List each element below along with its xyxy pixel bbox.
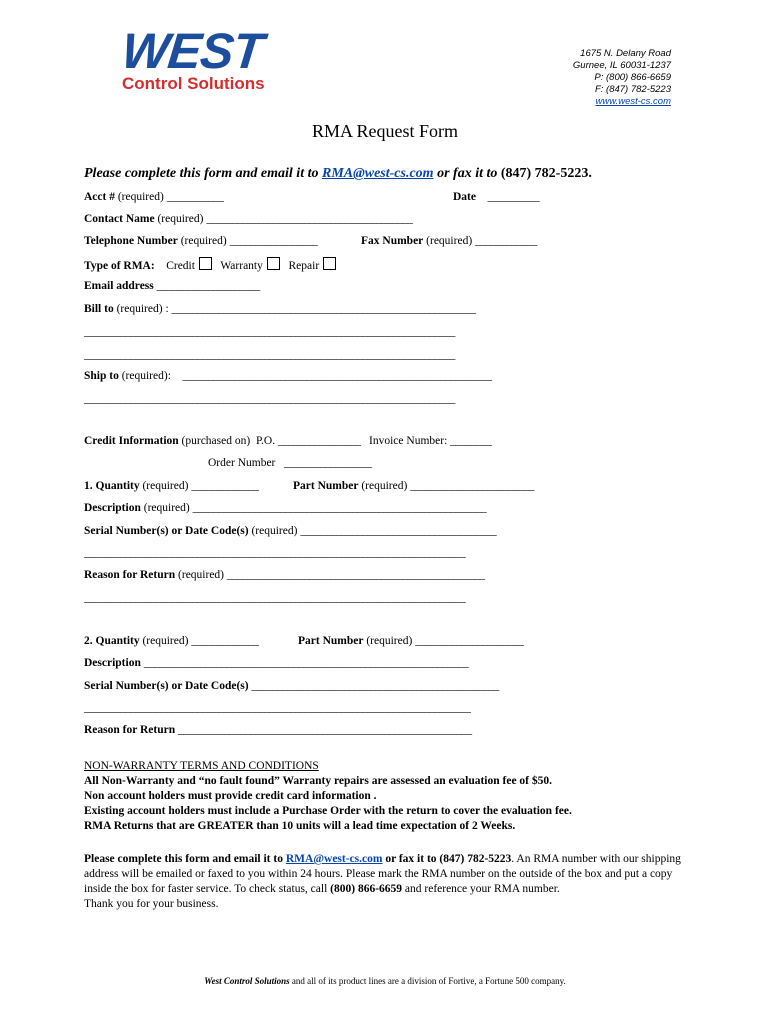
item1-quantity-field[interactable]: _____________ (191, 480, 259, 492)
item1-description-label: Description (84, 502, 141, 514)
invoice-field[interactable]: ________ (450, 435, 492, 447)
ship-to-field[interactable]: ____________________________________________________________ (182, 370, 492, 382)
repair-checkbox[interactable] (323, 257, 336, 270)
closing-phone: (800) 866-6659 (330, 883, 403, 895)
bill-to-line-2[interactable]: ________________________________________________________________________ (84, 326, 455, 338)
terms-heading: NON-WARRANTY TERMS AND CONDITIONS (84, 760, 319, 772)
date-row (453, 190, 539, 204)
item2-quantity-label: 2. Quantity (84, 635, 140, 647)
bill-to-field[interactable]: ___________________________________________________________ (171, 303, 476, 315)
address-phone: P: (800) 866-6659 (594, 72, 671, 83)
credit-info-row (84, 434, 491, 448)
item2-part-required: (required) (366, 635, 413, 647)
footer (0, 976, 770, 986)
item2-part-field[interactable]: _____________________ (415, 635, 524, 647)
item2-part-label: Part Number (298, 635, 364, 647)
instructions-middle: or fax it to (433, 166, 501, 181)
po-label: P.O. (255, 435, 276, 447)
item1-serial-required: (required) (251, 525, 298, 537)
item1-reason-row (84, 568, 484, 582)
item2-description-label: Description (84, 657, 141, 669)
closing-prefix: Please complete this form and email it to (84, 853, 286, 865)
email-field[interactable]: ____________________ (156, 280, 260, 292)
closing-body: . An RMA number with our shipping address will be emailed or faxed to you within 24 hours. Please mark the RMA number on the outside of the box and put a copy inside the box for faster service. To check status, call (84, 853, 681, 895)
date-label: Date (453, 191, 476, 203)
ship-to-row (84, 369, 491, 383)
item1-serial-field[interactable]: ______________________________________ (300, 525, 497, 537)
bill-to-required: (required) : (116, 303, 169, 315)
fax-label: Fax Number (361, 235, 424, 247)
address-fax: F: (847) 782-5223 (594, 84, 671, 95)
closing-body-end: and reference your RMA number. (402, 883, 560, 895)
acct-row (84, 190, 223, 204)
item2-quantity-field[interactable]: _____________ (191, 635, 259, 647)
item1-description-required: (required) (143, 502, 190, 514)
bill-to-label: Bill to (84, 303, 114, 315)
credit-label: Credit (166, 260, 195, 272)
item2-serial-row (84, 679, 499, 693)
item1-part-field[interactable]: ________________________ (410, 480, 534, 492)
order-number-field[interactable]: _________________ (284, 457, 372, 469)
item1-description-row (84, 501, 486, 515)
rma-email-link[interactable]: RMA@west-cs.com (321, 166, 434, 181)
item1-quantity-row (84, 479, 258, 493)
item1-description-field[interactable]: _________________________________________________________ (192, 502, 487, 514)
item2-description-field[interactable]: _______________________________________________________________ (143, 657, 469, 669)
date-field[interactable]: __________ (487, 191, 540, 203)
acct-required: (required) (117, 191, 164, 203)
po-field[interactable]: ________________ (278, 435, 361, 447)
warranty-label: Warranty (220, 260, 263, 272)
item2-quantity-row (84, 634, 258, 648)
item2-quantity-required: (required) (142, 635, 189, 647)
ship-to-required: (required): (121, 370, 171, 382)
item1-reason-required: (required) (178, 569, 225, 581)
item1-reason-field[interactable]: __________________________________________________ (226, 569, 485, 581)
item2-serial-field[interactable]: ________________________________________________ (251, 680, 499, 692)
telephone-field[interactable]: _________________ (229, 235, 318, 247)
contact-row (84, 212, 412, 226)
item2-reason-label: Reason for Return (84, 724, 176, 736)
credit-info-label: Credit Information (84, 435, 179, 447)
address-city: Gurnee, IL 60031-1237 (572, 60, 671, 71)
item1-quantity-required: (required) (142, 480, 189, 492)
closing-email-link[interactable]: RMA@west-cs.com (285, 853, 383, 865)
contact-label: Contact Name (84, 213, 155, 225)
repair-label: Repair (288, 260, 320, 272)
closing-fax: or fax it to (847) 782-5223 (382, 853, 512, 865)
rma-type-label: Type of RMA: (84, 260, 155, 272)
telephone-required: (required) (180, 235, 227, 247)
email-label: Email address (84, 280, 154, 292)
item2-serial-label: Serial Number(s) or Date Code(s) (84, 680, 249, 692)
acct-label: Acct # (84, 191, 115, 203)
logo-brand: WEST (119, 23, 266, 79)
item2-reason-field[interactable]: _________________________________________________________ (178, 724, 472, 736)
rma-type-row (84, 257, 336, 273)
item1-serial-line-2[interactable]: __________________________________________________________________________ (84, 547, 466, 559)
item1-part-row (293, 479, 534, 493)
terms-line: Non account holders must provide credit card information . (84, 790, 377, 802)
fax-required: (required) (426, 235, 473, 247)
ship-to-line-2[interactable]: ________________________________________________________________________ (84, 393, 455, 405)
telephone-label: Telephone Number (84, 235, 178, 247)
ship-to-label: Ship to (84, 370, 119, 382)
contact-field[interactable]: ________________________________________ (206, 213, 413, 225)
item1-serial-row (84, 524, 496, 538)
footer-company: West Control Solutions (204, 976, 290, 986)
address-street: 1675 N. Delany Road (580, 48, 671, 59)
fax-field[interactable]: ____________ (475, 235, 537, 247)
item1-reason-label: Reason for Return (84, 569, 176, 581)
warranty-checkbox[interactable] (267, 257, 280, 270)
terms-line: Existing account holders must include a Purchase Order with the return to cover the evaluation fee. (84, 805, 572, 817)
item1-quantity-label: 1. Quantity (84, 480, 140, 492)
credit-info-purchased-on: (purchased on) (181, 435, 251, 447)
email-row (84, 279, 260, 293)
instructions (84, 166, 592, 182)
closing-paragraph (84, 852, 694, 912)
acct-field[interactable]: ___________ (166, 191, 224, 203)
telephone-row (84, 234, 317, 248)
contact-required: (required) (157, 213, 204, 225)
website-link[interactable]: www.west-cs.com (595, 96, 671, 107)
order-number-label: Order Number (208, 457, 276, 469)
item2-serial-line-2[interactable]: ___________________________________________________________________________ (84, 702, 471, 714)
order-number-row (208, 456, 372, 470)
fax-row (361, 234, 537, 248)
item2-reason-row (84, 723, 472, 737)
item1-reason-line-2[interactable]: __________________________________________________________________________ (84, 592, 466, 604)
item2-part-row (298, 634, 523, 648)
terms-line: RMA Returns that are GREATER than 10 units will a lead time expectation of 2 Weeks. (84, 820, 516, 832)
bill-to-line-3[interactable]: ________________________________________________________________________ (84, 349, 455, 361)
instructions-prefix: Please complete this form and email it to (84, 166, 322, 181)
non-warranty-terms (84, 759, 572, 834)
closing-thanks: Thank you for your business. (84, 898, 219, 910)
invoice-label: Invoice Number: (369, 435, 448, 447)
item1-part-label: Part Number (293, 480, 359, 492)
terms-line: All Non-Warranty and “no fault found” Warranty repairs are assessed an evaluation fee of $50. (84, 775, 553, 787)
item1-part-required: (required) (361, 480, 408, 492)
logo-subtitle: Control Solutions (122, 74, 265, 93)
instructions-fax: (847) 782-5223. (500, 166, 592, 181)
credit-checkbox[interactable] (199, 257, 212, 270)
bill-to-row (84, 302, 475, 316)
item1-serial-label: Serial Number(s) or Date Code(s) (84, 525, 249, 537)
footer-text: and all of its product lines are a division of Fortive, a Fortune 500 company. (289, 976, 566, 986)
page-title: RMA Request Form (311, 121, 458, 141)
item2-description-row (84, 656, 468, 670)
